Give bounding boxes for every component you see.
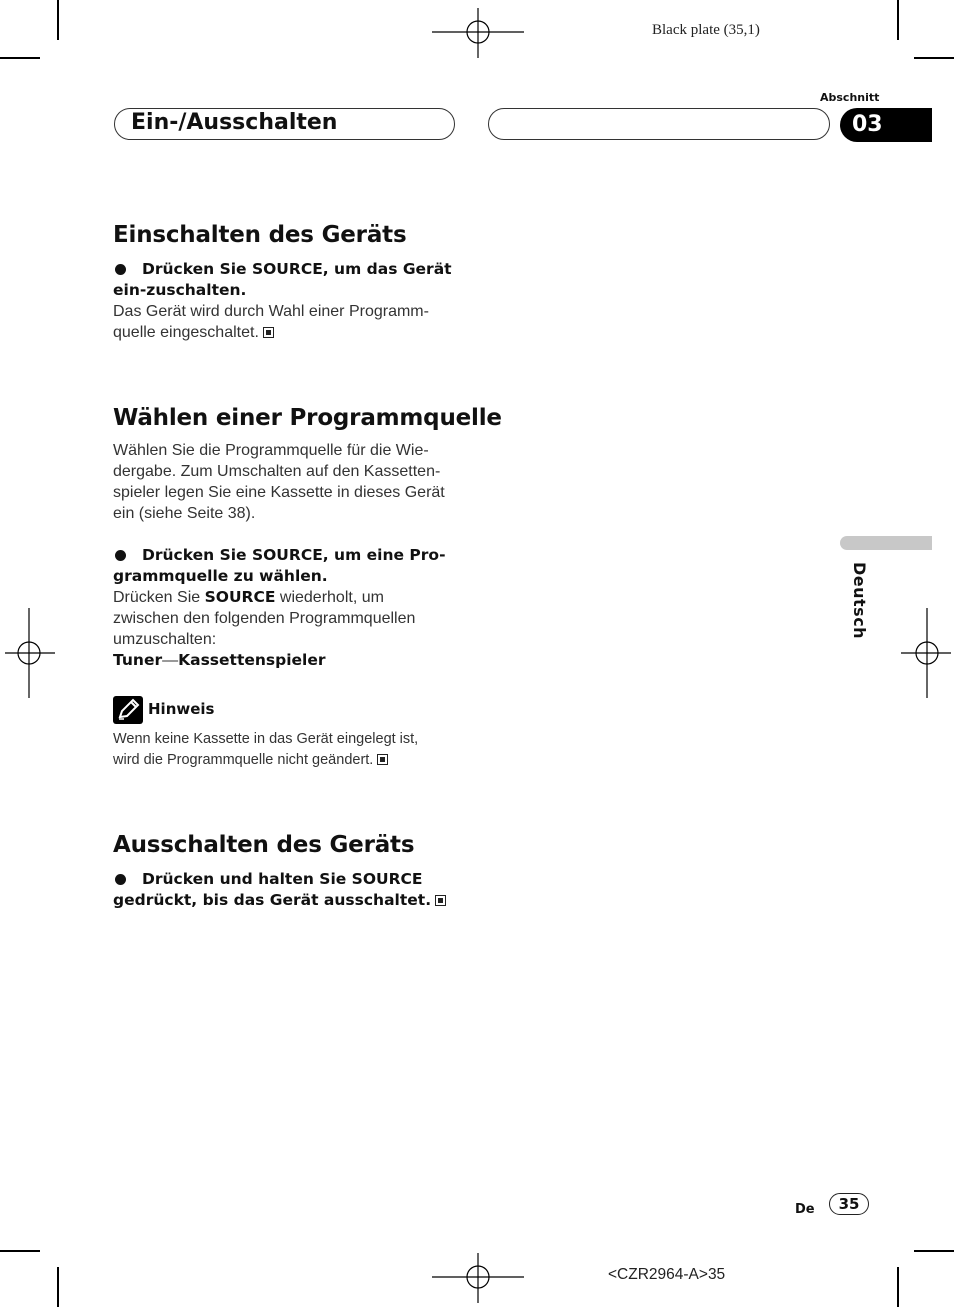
- crop-mark: [57, 1267, 59, 1307]
- intro-line: spieler legen Sie eine Kassette in dieses Gerät: [113, 484, 445, 501]
- source-separator: —: [162, 652, 179, 669]
- body-line: quelle eingeschaltet.: [113, 324, 259, 341]
- source-key: SOURCE: [204, 588, 276, 606]
- body-line: Das Gerät wird durch Wahl einer Programm-: [113, 303, 429, 320]
- crop-mark: [0, 57, 40, 59]
- heading-programmquelle: Wählen einer Programmquelle: [113, 405, 502, 431]
- language-tab: [840, 536, 932, 550]
- square-end-mark-icon: [435, 895, 446, 906]
- crop-mark: [914, 57, 954, 59]
- step-text: gedrückt, bis das Gerät ausschaltet.: [113, 891, 432, 909]
- crop-mark: [57, 0, 59, 40]
- doc-code: <CZR2964-A>35: [608, 1266, 726, 1283]
- note-text: [113, 729, 458, 771]
- empty-pill: [488, 108, 830, 140]
- crop-mark: [914, 1250, 954, 1252]
- body-einschalten: [113, 301, 458, 343]
- press-suffix: wiederholt, um: [279, 589, 384, 606]
- note-line-end: [113, 750, 458, 771]
- square-end-mark-icon: [263, 327, 274, 338]
- registration-mark-icon: [432, 1253, 524, 1303]
- step-text: grammquelle zu wählen.: [113, 567, 328, 585]
- square-end-mark-icon: [377, 754, 388, 765]
- intro-line: ein (siehe Seite 38).: [113, 505, 256, 522]
- press-line: zwischen den folgenden Programmquellen: [113, 610, 416, 627]
- section-number: 03: [852, 112, 883, 137]
- registration-mark-icon: [901, 608, 951, 698]
- note-label: Hinweis: [148, 700, 215, 718]
- heading-ausschalten: Ausschalten des Geräts: [113, 832, 415, 858]
- plate-label: Black plate (35,1): [652, 22, 760, 38]
- step-programmquelle: [113, 545, 458, 587]
- registration-mark-icon: [432, 8, 524, 58]
- press-line: umzuschalten:: [113, 631, 217, 648]
- step-ausschalten: [113, 869, 458, 911]
- language-label: Deutsch: [850, 562, 869, 640]
- source-tuner: Tuner: [113, 651, 163, 669]
- intro-programmquelle: [113, 440, 458, 524]
- step-einschalten: [113, 259, 458, 301]
- lang-code: De: [795, 1202, 815, 1217]
- note-line: Wenn keine Kassette in das Gerät eingelegt ist,: [113, 731, 419, 747]
- crop-mark: [897, 0, 899, 40]
- pencil-note-icon: [113, 696, 143, 724]
- intro-line: Wählen Sie die Programmquelle für die Wie-: [113, 442, 429, 459]
- step-text: Drücken Sie SOURCE, um das Gerät ein-zuschalten.: [113, 260, 452, 299]
- crop-mark: [0, 1250, 40, 1252]
- crop-mark: [897, 1267, 899, 1307]
- step-text: Drücken Sie SOURCE, um eine Pro-: [142, 546, 446, 564]
- registration-mark-icon: [5, 608, 55, 698]
- body-line-end: [113, 322, 458, 343]
- source-kassette: Kassettenspieler: [178, 651, 326, 669]
- intro-line: dergabe. Zum Umschalten auf den Kassetten-: [113, 463, 441, 480]
- section-label: Abschnitt: [820, 91, 880, 104]
- step-text: Drücken und halten Sie SOURCE: [142, 870, 423, 888]
- heading-einschalten: Einschalten des Geräts: [113, 222, 407, 248]
- page-number: 35: [838, 1195, 860, 1213]
- chapter-title: Ein-/Ausschalten: [131, 110, 338, 135]
- press-instructions: [113, 587, 458, 671]
- note-line: wird die Programmquelle nicht geändert.: [113, 752, 374, 768]
- press-prefix: Drücken Sie: [113, 589, 201, 606]
